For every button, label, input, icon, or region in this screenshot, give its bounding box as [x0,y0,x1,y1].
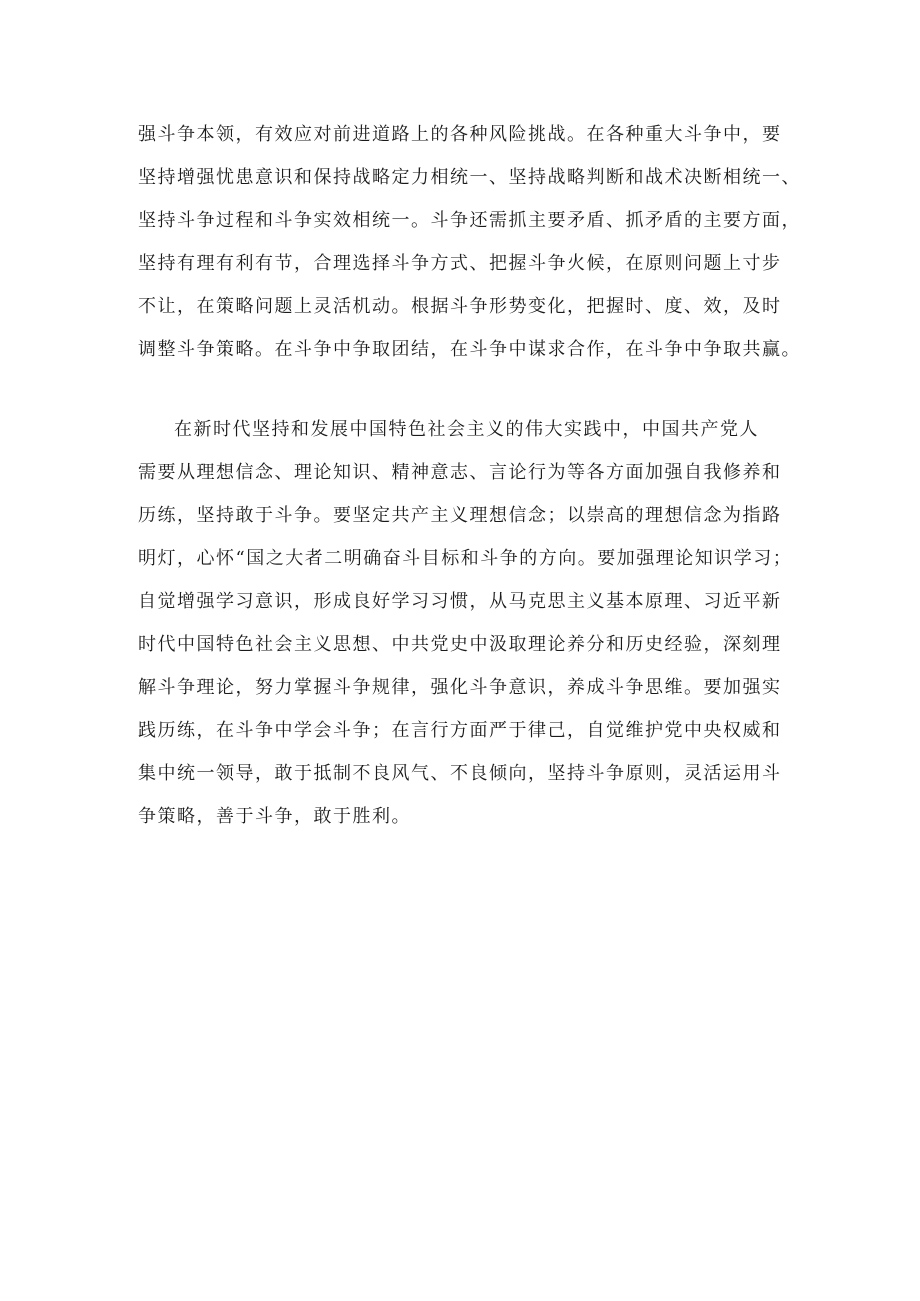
paragraph-2-line: 践历练，在斗争中学会斗争；在言行方面严于律己，自觉维护党中央权威和 [138,720,782,741]
paragraph-2-first-line: 在新时代坚持和发展中国特色社会主义的伟大实践中，中国共产党人 [174,419,759,440]
paragraph-1-line: 坚持斗争过程和斗争实效相统一。斗争还需抓主要矛盾、抓矛盾的主要方面， [138,210,801,231]
paragraph-2-line: 历练，坚持敢于斗争。要坚定共产主义理想信念；以崇高的理想信念为指路 [138,505,782,526]
paragraph-2-line: 时代中国特色社会主义思想、中共党史中汲取理论养分和历史经验，深刻理 [138,634,782,655]
paragraph-2-line: 明灯，心怀“国之大者二明确奋斗目标和斗争的方向。要加强理论知识学习； [138,548,793,569]
paragraph-2-line: 集中统一领导，敢于抵制不良风气、不良倾向，坚持斗争原则，灵活运用斗 [138,763,782,784]
paragraph-2-line: 争策略，善于斗争，敢于胜利。 [138,806,411,827]
paragraph-2-line: 解斗争理论，努力掌握斗争规律，强化斗争意识，养成斗争思维。要加强实 [138,677,782,698]
paragraph-1-line: 坚持有理有利有节，合理选择斗争方式、把握斗争火候，在原则问题上寸步 [138,253,782,274]
paragraph-1-line: 不让，在策略问题上灵活机动。根据斗争形势变化，把握时、度、效，及时 [138,296,782,317]
paragraph-2-line: 需要从理想信念、理论知识、精神意志、言论行为等各方面加强自我修养和 [138,462,782,483]
paragraph-1-line: 强斗争本领，有效应对前进道路上的各种风险挑战。在各种重大斗争中，要 [138,124,782,145]
paragraph-1-line: 坚持增强忧患意识和保持战略定力相统一、坚持战略判断和战术决断相统一、 [138,167,801,188]
paragraph-2-line: 自觉增强学习意识，形成良好学习习惯，从马克思主义基本原理、习近平新 [138,591,782,612]
paragraph-1-line: 调整斗争策略。在斗争中争取团结，在斗争中谋求合作，在斗争中争取共赢。 [138,339,801,360]
paragraph-1 [138,113,801,371]
paragraph-2 [138,408,798,838]
